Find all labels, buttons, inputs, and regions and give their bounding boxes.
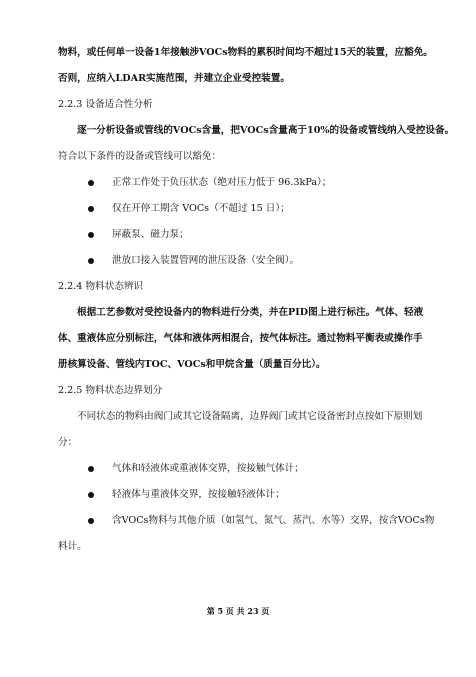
bullet-icon xyxy=(88,206,94,212)
paragraph-line: 根据工艺参数对受控设备内的物料进行分类，并在PID图上进行标注。气体、轻液 xyxy=(77,307,424,318)
list-item xyxy=(58,170,428,196)
bullet-icon xyxy=(88,232,94,238)
section-heading-2-2-4: 2.2.4 物料状态辨识 xyxy=(58,281,144,292)
list-item-text: 屏蔽泵、磁力泵； xyxy=(112,229,189,240)
paragraph-line: 体、重液体应分别标注，气体和液体两相混合，按气体标注。通过物料平衡表或操作手 xyxy=(58,333,423,344)
list-item-text: 含VOCs物料与其他介质（如氢气、氮气、蒸汽、水等）交界，按含VOCs物 xyxy=(112,515,435,526)
list-item-text: 轻液体与重液体交界，按接触轻液体计； xyxy=(112,489,285,500)
list-item-text: 正常工作处于负压状态（绝对压力低于 96.3kPa）； xyxy=(112,177,332,188)
section-heading-2-2-3: 2.2.3 设备适合性分析 xyxy=(58,99,153,110)
list-item xyxy=(58,456,428,482)
paragraph: 逐一分析设备或管线的VOCs含量，把VOCs含量高于10%的设备或管线纳入受控设备。 xyxy=(77,125,455,136)
list-item-text: 仅在开停工期含 VOCs（不超过 15 日）； xyxy=(112,203,290,214)
paragraph-line: 不同状态的物料由阀门或其它设备隔离，边界阀门或其它设备密封点按如下原则划 xyxy=(77,411,423,422)
bullet-icon xyxy=(88,180,94,186)
bullet-icon xyxy=(88,492,94,498)
section-heading-2-2-5: 2.2.5 物料状态边界划分 xyxy=(58,385,163,396)
paragraph-line: 分： xyxy=(58,437,78,448)
list-item-text: 泄放口接入装置管网的泄压设备（安全阀）。 xyxy=(112,255,300,266)
page-number: 第 5 页 共 23 页 xyxy=(206,606,270,616)
list-item xyxy=(58,508,435,534)
paragraph-line: 料计。 xyxy=(58,541,87,552)
paragraph: 符合以下条件的设备或管线可以豁免： xyxy=(58,151,222,162)
bullet-icon xyxy=(88,258,94,264)
bullet-icon xyxy=(88,518,94,524)
text-line: 物料，或任何单一设备1年接触涉VOCs物料的累积时间均不超过15天的装置，应豁免。 xyxy=(58,47,433,58)
text-line: 否则，应纳入LDAR实施范围，并建立企业受控装置。 xyxy=(58,73,290,84)
page-content xyxy=(58,40,455,560)
list-item xyxy=(58,248,428,274)
bullet-icon xyxy=(88,466,94,472)
list-item xyxy=(58,482,428,508)
list-item xyxy=(58,222,428,248)
paragraph-line: 册核算设备、管线内TOC、VOCs和甲烷含量（质量百分比）。 xyxy=(58,359,326,370)
list-item-text: 气体和轻液体或重液体交界，按接触气体计； xyxy=(112,463,304,474)
list-item xyxy=(58,196,428,222)
